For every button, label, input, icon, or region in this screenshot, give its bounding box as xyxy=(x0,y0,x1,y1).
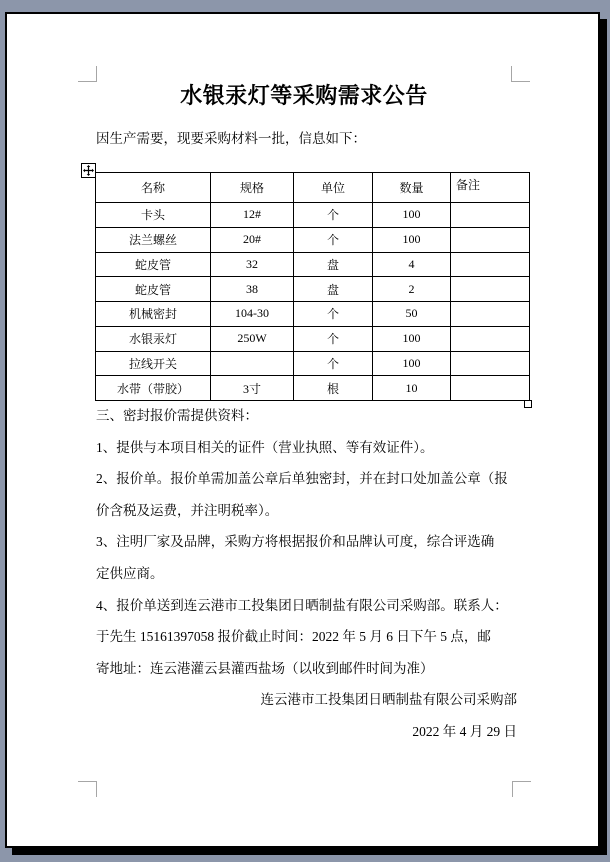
table-cell: 盘 xyxy=(294,277,373,302)
table-cell: 盘 xyxy=(294,252,373,277)
table-cell: 104-30 xyxy=(211,302,294,327)
body-line: 定供应商。 xyxy=(96,565,164,581)
table-cell: 2 xyxy=(373,277,451,302)
table-header-cell: 规格 xyxy=(211,173,294,203)
document-page xyxy=(5,12,600,848)
table-row xyxy=(96,326,530,351)
table-header-cell: 备注 xyxy=(451,173,530,203)
table-cell: 20# xyxy=(211,227,294,252)
table-cell: 100 xyxy=(373,326,451,351)
table-header-cell: 数量 xyxy=(373,173,451,203)
table-row xyxy=(96,203,530,228)
body-line: 三、密封报价需提供资料： xyxy=(96,408,258,423)
table-cell: 水银汞灯 xyxy=(96,326,211,351)
table-cell xyxy=(451,227,530,252)
table-cell xyxy=(451,277,530,302)
table-cell: 12# xyxy=(211,203,294,228)
table-header-cell: 单位 xyxy=(294,173,373,203)
table-header-row xyxy=(96,173,530,203)
table-cell: 个 xyxy=(294,203,373,228)
table-cell: 4 xyxy=(373,252,451,277)
table-cell: 38 xyxy=(211,277,294,302)
body-line: 2、报价单。报价单需加盖公章后单独密封，并在封口处加盖公章（报 xyxy=(96,471,508,487)
table-cell xyxy=(451,203,530,228)
table-cell: 拉线开关 xyxy=(96,351,211,376)
margin-crop-mark-bottom-left xyxy=(78,781,97,797)
body-line: 于先生 15161397058 报价截止时间：2022 年 5 月 6 日下午 5 点，邮 xyxy=(96,629,491,645)
table-cell: 3寸 xyxy=(211,376,294,401)
table-cell: 32 xyxy=(211,252,294,277)
table-cell xyxy=(451,302,530,327)
table-cell: 100 xyxy=(373,351,451,376)
table-row xyxy=(96,252,530,277)
table-cell: 个 xyxy=(294,326,373,351)
body-line: 寄地址：连云港灌云县灌西盐场（以收到邮件时间为准） xyxy=(96,660,434,676)
table-resize-handle[interactable] xyxy=(524,400,532,408)
table-row xyxy=(96,227,530,252)
table-cell: 50 xyxy=(373,302,451,327)
table-cell: 蛇皮管 xyxy=(96,277,211,302)
table-cell: 100 xyxy=(373,227,451,252)
table-cell xyxy=(451,376,530,401)
table-cell: 蛇皮管 xyxy=(96,252,211,277)
table-header-cell: 名称 xyxy=(96,173,211,203)
table-cell: 法兰螺丝 xyxy=(96,227,211,252)
body-line: 2022 年 4 月 29 日 xyxy=(412,723,517,739)
move-arrows-icon xyxy=(83,165,94,176)
table-cell: 个 xyxy=(294,351,373,376)
margin-crop-mark-top-right xyxy=(511,66,530,82)
table-row xyxy=(96,351,530,376)
page-title: 水银汞灯等采购需求公告 xyxy=(180,83,428,108)
table-row xyxy=(96,376,530,401)
body-line: 连云港市工投集团日晒制盐有限公司采购部 xyxy=(260,692,517,708)
procurement-table xyxy=(95,172,530,401)
margin-crop-mark-top-left xyxy=(78,66,97,82)
table-cell: 10 xyxy=(373,376,451,401)
table-row xyxy=(96,302,530,327)
table-cell: 卡头 xyxy=(96,203,211,228)
margin-crop-mark-bottom-right xyxy=(512,781,531,797)
table-row xyxy=(96,277,530,302)
body-line: 4、报价单送到连云港市工投集团日晒制盐有限公司采购部。联系人： xyxy=(96,597,508,613)
table-cell xyxy=(451,252,530,277)
table-cell: 个 xyxy=(294,227,373,252)
intro-paragraph: 因生产需要，现要采购材料一批，信息如下： xyxy=(96,131,366,146)
table-cell xyxy=(211,351,294,376)
table-cell: 个 xyxy=(294,302,373,327)
table-cell xyxy=(451,351,530,376)
table-move-handle[interactable] xyxy=(81,163,96,178)
table-cell: 机械密封 xyxy=(96,302,211,327)
table-cell: 100 xyxy=(373,203,451,228)
body-line: 1、提供与本项目相关的证件（营业执照、等有效证件）。 xyxy=(96,439,434,455)
body-line: 3、注明厂家及品牌，采购方将根据报价和品牌认可度，综合评选确 xyxy=(96,534,495,550)
body-text xyxy=(96,400,517,748)
body-line: 价含税及运费，并注明税率）。 xyxy=(96,502,279,518)
table-cell xyxy=(451,326,530,351)
table-cell: 250W xyxy=(211,326,294,351)
table-cell: 根 xyxy=(294,376,373,401)
table-cell: 水带（带胶） xyxy=(96,376,211,401)
